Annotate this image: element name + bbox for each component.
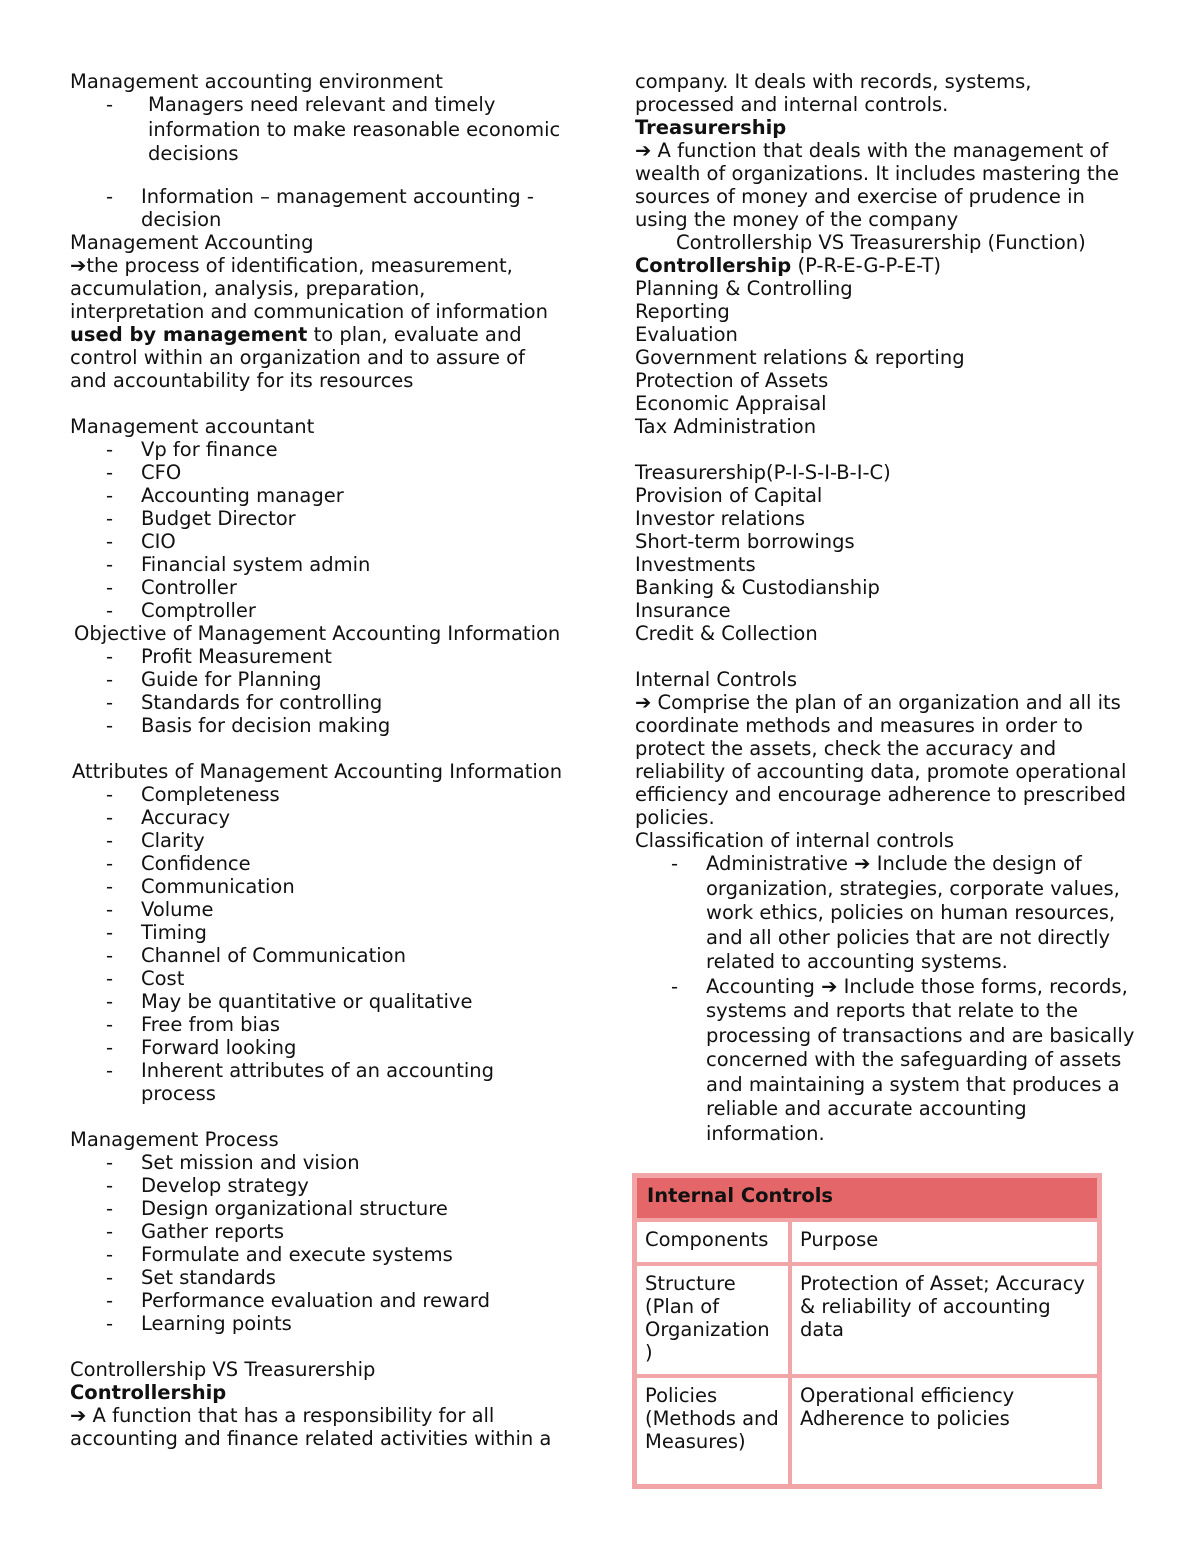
controllership-definition-cont: company. It deals with records, systems, processed and internal controls. — [635, 70, 1032, 116]
list-item: - Gather reports — [106, 1219, 284, 1243]
list-item: - Administrative ➔ Include the design of organization, strategies, corporate values, work ethics, policies on human resources, and all other policies that are not directly related to accounting systems. — [671, 852, 1120, 973]
heading-objective: Objective of Management Accounting Information — [74, 621, 561, 645]
list-item: - Cost — [106, 966, 185, 990]
list-item: - Budget Director — [106, 506, 296, 530]
arrow-icon: ➔ — [635, 691, 652, 714]
heading-cvt-function: Controllership VS Treasurership (Function) — [676, 231, 1086, 254]
list-item: Insurance — [635, 599, 731, 622]
list-item: - Set mission and vision — [106, 1150, 360, 1174]
table-cell: Protection of Asset; Accuracy & reliability of accounting data — [792, 1266, 1097, 1374]
heading-cvt: Controllership VS Treasurership — [70, 1357, 376, 1381]
list-item: - Information – management accounting - decision — [106, 184, 534, 231]
list-item: - Set standards — [106, 1265, 276, 1289]
list-item: - Learning points — [106, 1311, 292, 1335]
list-item: Tax Administration — [635, 415, 817, 438]
arrow-icon: ➔ — [635, 139, 652, 162]
list-item: - Accuracy — [106, 805, 231, 829]
table-cell: Structure (Plan of Organization ) — [637, 1266, 788, 1374]
process-list — [70, 1151, 575, 1335]
heading-mac: Management accountant — [70, 414, 315, 438]
list-item: - Communication — [106, 874, 295, 898]
table-cell: Operational efficiency Adherence to policies — [792, 1378, 1097, 1484]
heading-ctrl-function: Controllership (P-R-E-G-P-E-T) — [635, 254, 941, 277]
list-item: Credit & Collection — [635, 622, 818, 645]
table-row — [637, 1266, 1097, 1374]
list-item: - Controller — [106, 575, 237, 599]
left-column — [70, 70, 575, 1450]
treasurership-definition: ➔ A function that deals with the management of wealth of organizations. It includes mastering the sources of money and exercise of prudence in using the money of the company — [635, 139, 1120, 231]
heading-treasurership: Treasurership — [635, 116, 787, 139]
list-item: - Free from bias — [106, 1012, 281, 1036]
arrow-icon: ➔ — [821, 974, 838, 998]
list-item: Economic Appraisal — [635, 392, 827, 415]
list-item: - Accounting manager — [106, 483, 344, 507]
list-item: - Channel of Communication — [106, 943, 406, 967]
heading-mp: Management Process — [70, 1127, 279, 1151]
heading-treas-function: Treasurership(P-I-S-I-B-I-C) — [635, 461, 891, 484]
list-item: Short-term borrowings — [635, 530, 855, 553]
list-item: Planning & Controlling — [635, 277, 853, 300]
list-item: - Clarity — [106, 828, 205, 852]
list-item: - Performance evaluation and reward — [106, 1288, 490, 1312]
heading-controllership: Controllership — [70, 1380, 227, 1404]
attributes-list — [70, 783, 575, 1105]
list-item: - Financial system admin — [106, 552, 371, 576]
heading-attributes: Attributes of Management Accounting Information — [72, 759, 563, 783]
heading-internal-controls: Internal Controls — [635, 668, 797, 691]
arrow-icon: ➔ — [70, 253, 87, 277]
arrow-icon: ➔ — [70, 1403, 87, 1427]
controllership-definition: ➔ A function that has a responsibility for all accounting and finance related activities within a — [70, 1403, 552, 1450]
list-item: Reporting — [635, 300, 730, 323]
list-item: - Accounting ➔ Include those forms, records, systems and reports that relate to the processing of transactions and are basically concerned with the safeguarding of assets and maintaining a system that produces a reliable and accurate accounting information. — [671, 974, 1135, 1145]
list-item: - Guide for Planning — [106, 667, 322, 691]
right-column — [635, 70, 1140, 1146]
list-item: - Inherent attributes of an accounting process — [106, 1058, 495, 1105]
list-item: Banking & Custodianship — [635, 576, 880, 599]
table-cell: Policies (Methods and Measures) — [637, 1378, 788, 1484]
heading-ma: Management Accounting — [70, 230, 314, 254]
ic-definition: ➔ Comprise the plan of an organization and all its coordinate methods and measures in order to protect the assets, check the accuracy and reliability of accounting data, promote operational efficiency and encourage adherence to prescribed policies. — [635, 691, 1127, 829]
ma-definition: ➔the process of identification, measurement, accumulation, analysis, preparation, interpretation and communication of information used by management to plan, evaluate and control within an organization and to assure of and accountability for its resources — [70, 253, 548, 392]
list-item: Investor relations — [635, 507, 806, 530]
list-item: - Basis for decision making — [106, 713, 391, 737]
list-item: Evaluation — [635, 323, 738, 346]
table-header-components: Components — [637, 1222, 788, 1262]
internal-controls-table — [632, 1173, 1102, 1489]
list-item: - Volume — [106, 897, 214, 921]
list-item: Protection of Assets — [635, 369, 829, 392]
heading-mae: Management accounting environment — [70, 70, 443, 93]
list-item: - Comptroller — [106, 598, 256, 622]
list-item: - Timing — [106, 920, 207, 944]
table-row — [637, 1378, 1097, 1484]
heading-classification: Classification of internal controls — [635, 829, 954, 852]
list-item: - Forward looking — [106, 1035, 297, 1059]
list-item: - Vp for finance — [106, 437, 278, 461]
table-header-purpose: Purpose — [792, 1222, 1097, 1262]
list-item: - CIO — [106, 529, 176, 553]
objective-list — [70, 645, 575, 737]
list-item: Investments — [635, 553, 756, 576]
list-item: - Managers need relevant and timely information to make reasonable economic decisions — [106, 93, 561, 165]
list-item: - Design organizational structure — [106, 1196, 448, 1220]
list-item: - Standards for controlling — [106, 690, 383, 714]
table-title: Internal Controls — [637, 1178, 1097, 1218]
list-item: - Profit Measurement — [106, 644, 332, 668]
list-item: Provision of Capital — [635, 484, 823, 507]
mac-list — [70, 438, 575, 622]
treas-function-list — [635, 484, 1140, 645]
list-item: - Develop strategy — [106, 1173, 309, 1197]
list-item: - Confidence — [106, 851, 251, 875]
list-item: Government relations & reporting — [635, 346, 965, 369]
list-item: - Completeness — [106, 782, 280, 806]
arrow-icon: ➔ — [854, 852, 871, 875]
list-item: - May be quantitative or qualitative — [106, 989, 473, 1013]
ctrl-function-list — [635, 277, 1140, 438]
list-item: - CFO — [106, 460, 182, 484]
list-item: - Formulate and execute systems — [106, 1242, 453, 1266]
